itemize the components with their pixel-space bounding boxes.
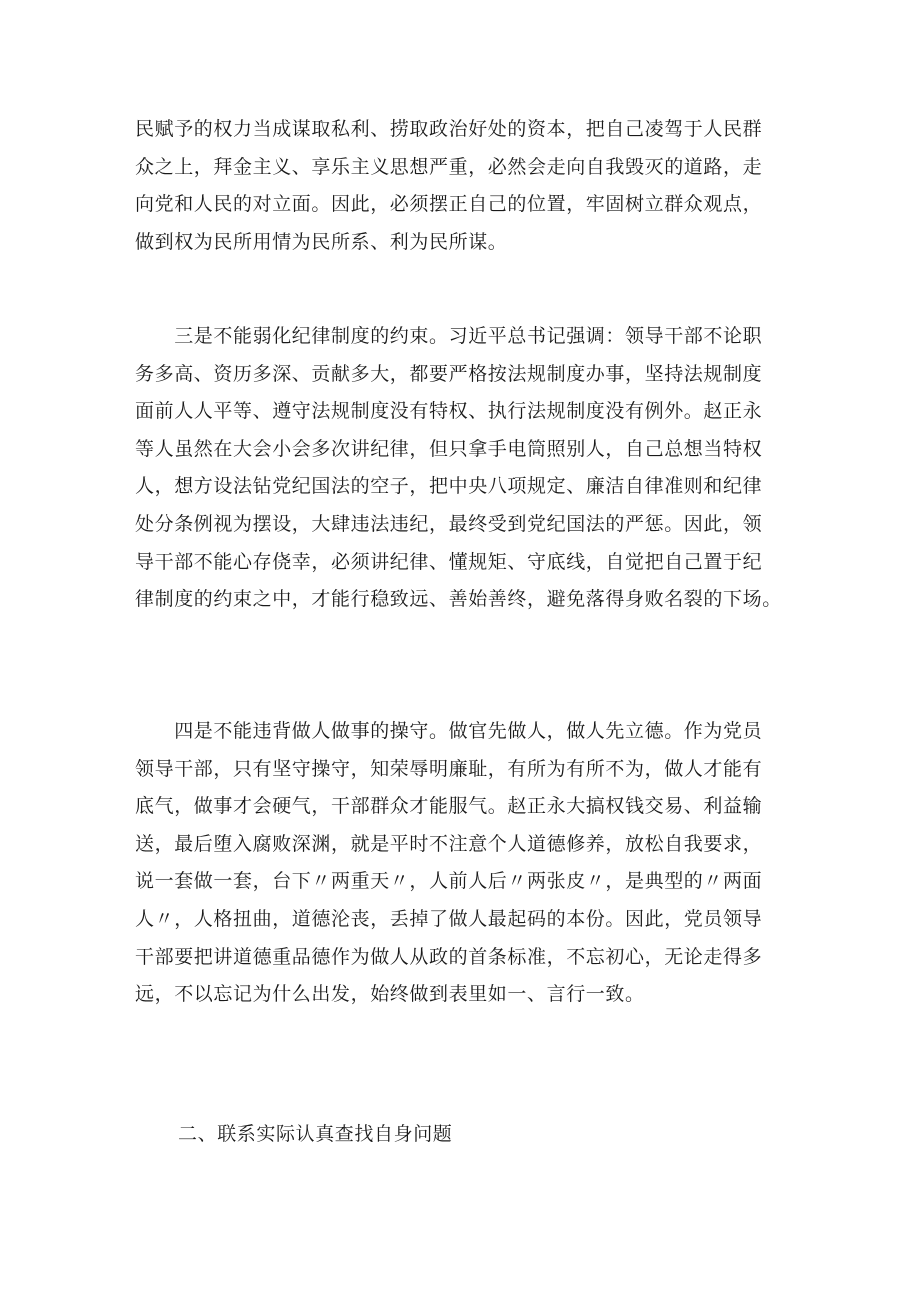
text-line: 面前人人平等、遵守法规制度没有特权、执行法规制度没有例外。赵正永 bbox=[135, 400, 763, 423]
text-line: 干部要把讲道德重品德作为做人从政的首条标准，不忘初心，无论走得多 bbox=[135, 945, 763, 968]
text-line: 做到权为民所用情为民所系、利为民所谋。 bbox=[135, 230, 508, 253]
text-line: 处分条例视为摆设，大肆违法违纪，最终受到党纪国法的严惩。因此，领 bbox=[135, 512, 763, 535]
text-line: 民赋予的权力当成谋取私利、捞取政治好处的资本，把自己凌驾于人民群 bbox=[135, 118, 763, 140]
text-line: 人〃，人格扭曲，道德沦丧，丢掉了做人最起码的本份。因此，党员领导 bbox=[135, 907, 763, 930]
text-line: 务多高、资历多深、贡献多大，都要严格按法规制度办事，坚持法规制度 bbox=[135, 362, 763, 385]
section-heading: 二、联系实际认真查找自身问题 bbox=[178, 1123, 453, 1145]
text-line: 四是不能违背做人做事的操守。做官先做人，做人先立德。作为党员 bbox=[135, 720, 763, 742]
text-line: 送，最后堕入腐败深渊，就是平时不注意个人道德修养，放松自我要求， bbox=[135, 832, 763, 855]
paragraph-2 bbox=[135, 318, 785, 619]
text-line: 三是不能弱化纪律制度的约束。习近平总书记强调：领导干部不论职 bbox=[135, 325, 763, 347]
text-line: 向党和人民的对立面。因此，必须摆正自己的位置，牢固树立群众观点， bbox=[135, 193, 763, 216]
text-line: 导干部不能心存侥幸，必须讲纪律、懂规矩、守底线，自觉把自己置于纪 bbox=[135, 550, 763, 573]
text-line: 众之上，拜金主义、享乐主义思想严重，必然会走向自我毁灭的道路，走 bbox=[135, 155, 763, 178]
text-line: 说一套做一套，台下〃两重天〃，人前人后〃两张皮〃，是典型的〃两面 bbox=[135, 870, 763, 893]
text-line: 远，不以忘记为什么出发，始终做到表里如一、言行一致。 bbox=[135, 983, 645, 1006]
text-line: 等人虽然在大会小会多次讲纪律，但只拿手电筒照别人，自己总想当特权 bbox=[135, 437, 763, 460]
text-line: 人，想方设法钻党纪国法的空子，把中央八项规定、廉洁自律准则和纪律 bbox=[135, 475, 763, 498]
text-line: 领导干部，只有坚守操守，知荣辱明廉耻，有所为有所不为，做人才能有 bbox=[135, 757, 763, 780]
text-line: 律制度的约束之中，才能行稳致远、善始善终，避免落得身败名裂的下场。 bbox=[135, 588, 782, 611]
paragraph-3 bbox=[135, 713, 785, 1014]
text-line: 底气，做事才会硬气，干部群众才能服气。赵正永大搞权钱交易、利益输 bbox=[135, 795, 763, 818]
paragraph-1 bbox=[135, 111, 785, 261]
